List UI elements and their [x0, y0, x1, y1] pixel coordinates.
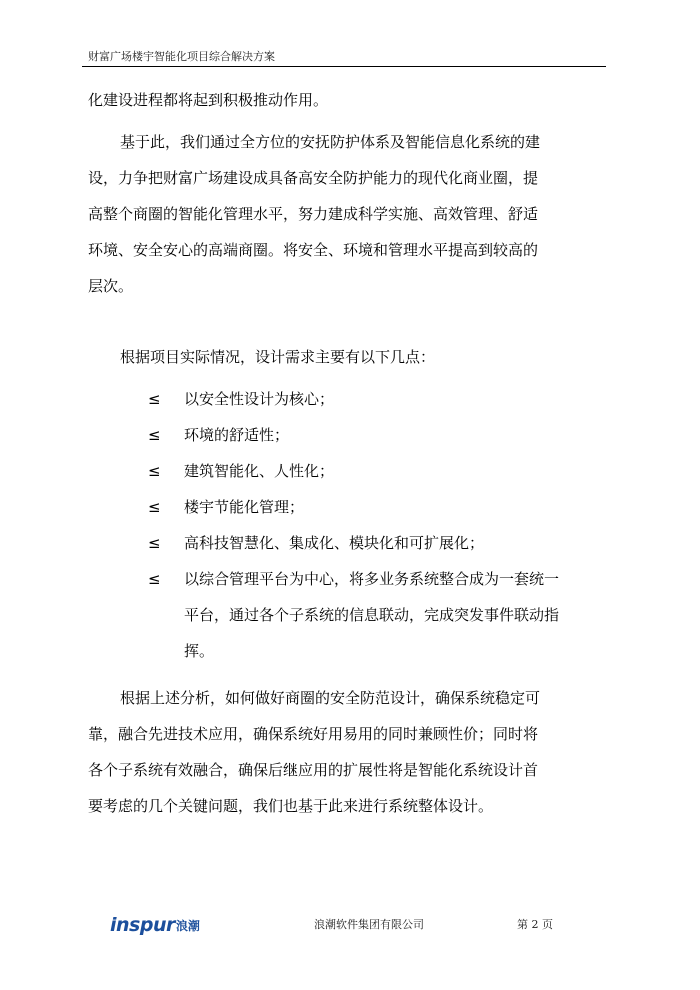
paragraph-line: 高整个商圈的智能化管理水平，努力建成科学实施、高效管理、舒适 [88, 205, 539, 223]
paragraph-line: 环境、安全安心的高端商圈。将安全、环境和管理水平提高到较高的 [88, 241, 539, 259]
requirements-intro: 根据项目实际情况，设计需求主要有以下几点： [120, 348, 436, 366]
paragraph-line: 设，力争把财富广场建设成具备高安全防护能力的现代化商业圈，提 [88, 169, 539, 187]
paragraph-line: 根据上述分析，如何做好商圈的安全防范设计，确保系统稳定可 [120, 689, 541, 707]
paragraph-line: 层次。 [88, 277, 134, 295]
list-item: 楼宇节能化管理； [184, 498, 305, 516]
paragraph-line: 基于此，我们通过全方位的安抚防护体系及智能信息化系统的建 [120, 133, 541, 151]
list-item-continuation: 挥。 [184, 642, 215, 660]
header-title: 财富广场楼宇智能化项目综合解决方案 [88, 50, 275, 63]
bullet-marker: ≤ [148, 570, 161, 588]
list-item-continuation: 平台，通过各个子系统的信息联动，完成突发事件联动指 [184, 606, 560, 624]
header-divider [82, 66, 606, 67]
page-number: 第 2 页 [517, 918, 553, 931]
list-item: 以综合管理平台为中心，将多业务系统整合成为一套统一 [184, 570, 560, 588]
list-item: 以安全性设计为核心； [184, 390, 335, 408]
bullet-marker: ≤ [148, 390, 161, 408]
paragraph-continuation: 化建设进程都将起到积极推动作用。 [88, 91, 329, 109]
list-item: 高科技智慧化、集成化、模块化和可扩展化； [184, 534, 485, 552]
bullet-marker: ≤ [148, 462, 161, 480]
logo-chinese-mark: 浪潮 [175, 919, 200, 933]
inspur-logo [110, 914, 200, 936]
bullet-marker: ≤ [148, 534, 161, 552]
footer-company-name: 浪潮软件集团有限公司 [314, 918, 424, 931]
bullet-marker: ≤ [148, 426, 161, 444]
paragraph-line: 各个子系统有效融合，确保后继应用的扩展性将是智能化系统设计首 [88, 761, 539, 779]
list-item: 建筑智能化、人性化； [184, 462, 335, 480]
bullet-marker: ≤ [148, 498, 161, 516]
paragraph-line: 要考虑的几个关键问题，我们也基于此来进行系统整体设计。 [88, 797, 494, 815]
list-item: 环境的舒适性； [184, 426, 290, 444]
logo-wordmark: inspur [110, 914, 175, 936]
paragraph-line: 靠，融合先进技术应用，确保系统好用易用的同时兼顾性价；同时将 [88, 725, 539, 743]
